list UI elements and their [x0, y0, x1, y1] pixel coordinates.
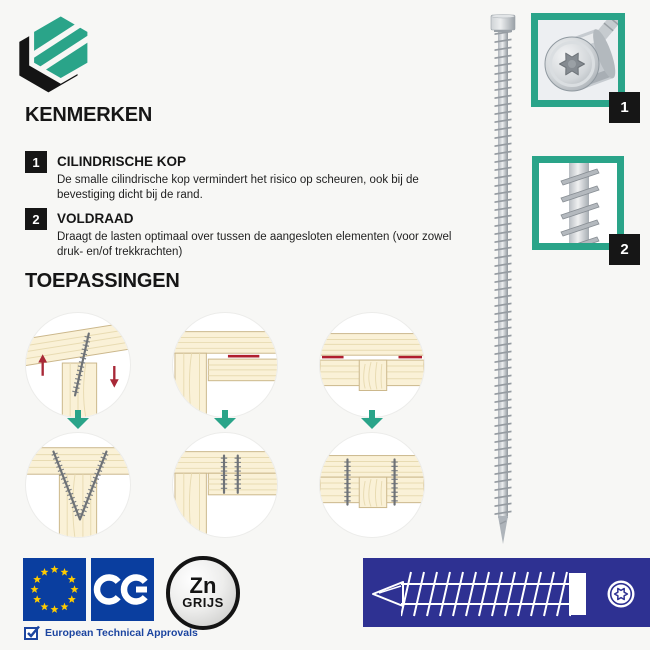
toepassingen-heading: TOEPASSINGEN [25, 270, 180, 292]
zinc-symbol: Zn [189, 573, 217, 598]
feature-description: De smalle cilindrische kop vermindert het risico op scheuren, ook bij de bevestiging dicht bij de rand. [57, 174, 419, 201]
down-arrow-icon [67, 410, 89, 429]
full-thread-screw-image [486, 12, 520, 546]
application-after-beam-on-block [319, 432, 425, 538]
feature-number-badge: 2 [25, 208, 47, 230]
application-after-corner-joint [172, 432, 278, 538]
application-before-angled-joint [25, 312, 131, 418]
down-arrow-icon [361, 410, 383, 429]
application-before-beam-on-block [319, 312, 425, 418]
feature-item-cilindrische-kop [25, 151, 469, 202]
full-thread-detail-photo [539, 163, 617, 243]
application-before-corner-joint [172, 312, 278, 418]
checkmark-icon [24, 625, 41, 640]
callout-number-2: 2 [609, 234, 640, 265]
feature-title: CILINDRISCHE KOP [57, 154, 187, 169]
torx-drive-icon [608, 581, 635, 608]
feature-description: Draagt de lasten optimaal over tussen de aangesloten elementen (voor zowel druk- en/of trekkrachten) [57, 231, 452, 258]
kenmerken-heading: KENMERKEN [25, 104, 153, 126]
ce-mark-icon [91, 558, 154, 621]
feature-item-voldraad [25, 208, 469, 259]
feature-title: VOLDRAAD [57, 211, 134, 226]
application-after-angled-joint [25, 432, 131, 538]
callout-number-1: 1 [609, 92, 640, 123]
down-arrow-icon [214, 410, 236, 429]
dimension-banner [363, 558, 650, 627]
zinc-finish: GRIJS [182, 595, 224, 610]
torx-head-detail-photo [538, 20, 618, 100]
eta-approval [24, 625, 198, 640]
eta-label: European Technical Approvals [45, 626, 198, 639]
hexagon-stripes-logo-icon [14, 10, 96, 96]
eu-flag-icon [23, 558, 86, 621]
feature-number-badge: 1 [25, 151, 47, 173]
screw-line-diagram [363, 558, 650, 627]
zinc-coating-badge [166, 556, 240, 630]
